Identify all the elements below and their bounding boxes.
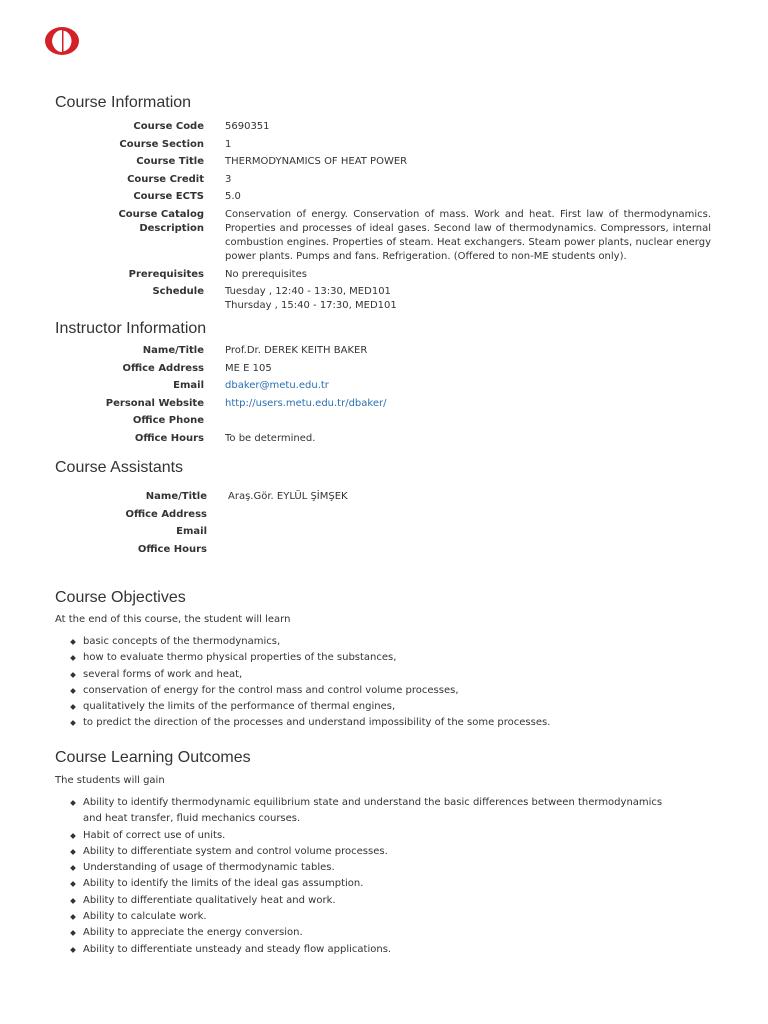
course-credit-row	[55, 173, 715, 187]
assistant-name-row	[55, 490, 715, 504]
list-item: Ability to calculate work.	[55, 909, 675, 925]
assistant-hours-row	[55, 543, 715, 557]
course-title-value: THERMODYNAMICS OF HEAT POWER	[225, 156, 408, 167]
course-ects-row	[55, 190, 715, 204]
objectives-list	[55, 634, 675, 732]
list-item: qualitatively the limits of the performance of thermal engines,	[55, 699, 675, 715]
course-credit-label: Course Credit	[127, 173, 204, 185]
course-code-label: Course Code	[133, 121, 204, 132]
assistant-hours-value	[228, 543, 714, 557]
course-assistants-heading: Course Assistants	[55, 459, 184, 476]
instructor-name-value: Prof.Dr. DEREK KEITH BAKER	[225, 345, 368, 356]
assistant-hours-label: Office Hours	[137, 543, 207, 555]
schedule-line: Tuesday , 12:40 - 13:30, MED101	[225, 286, 391, 298]
list-item: Habit of correct use of units.	[55, 828, 675, 844]
course-section-value: 1	[225, 138, 232, 150]
instructor-website-label: Personal Website	[105, 397, 204, 409]
outcomes-list	[55, 795, 675, 958]
assistant-email-row	[55, 525, 715, 539]
instructor-website-link[interactable]: http://users.metu.edu.tr/dbaker/	[225, 397, 387, 409]
instructor-hours-label: Office Hours	[134, 432, 204, 444]
assistant-email-value	[228, 525, 714, 539]
metu-logo-icon	[44, 26, 80, 56]
list-item: Ability to differentiate unsteady and steady flow applications.	[55, 942, 675, 958]
schedule-line: Thursday , 15:40 - 17:30, MED101	[225, 300, 397, 312]
instructor-email-link[interactable]: dbaker@metu.edu.tr	[225, 380, 329, 391]
assistant-name-label: Name/Title	[145, 491, 207, 502]
list-item: to predict the direction of the processes and understand impossibility of the some processes.	[55, 715, 675, 731]
schedule-label: Schedule	[152, 286, 204, 298]
course-code-row	[55, 120, 715, 134]
course-title-row	[55, 155, 715, 169]
schedule-row	[55, 285, 715, 313]
course-title-label: Course Title	[136, 156, 204, 167]
instructor-information-table	[55, 344, 715, 449]
course-information-heading: Course Information	[55, 94, 192, 111]
list-item: conservation of energy for the control mass and control volume processes,	[55, 683, 675, 699]
list-item: how to evaluate thermo physical properties of the substances,	[55, 650, 675, 666]
course-description-label: Course Catalog Description	[118, 208, 204, 234]
course-objectives-heading: Course Objectives	[55, 589, 186, 606]
instructor-office-value: ME E 105	[225, 362, 272, 374]
instructor-website-row	[55, 397, 715, 411]
instructor-name-row	[55, 344, 715, 358]
course-assistants-table	[55, 490, 715, 560]
course-section-row	[55, 138, 715, 152]
list-item: Understanding of usage of thermodynamic tables.	[55, 860, 675, 876]
list-item: Ability to appreciate the energy conversion.	[55, 925, 675, 941]
outcomes-intro: The students will gain	[55, 775, 165, 786]
course-section-label: Course Section	[119, 138, 204, 150]
list-item: Ability to identify the limits of the ideal gas assumption.	[55, 876, 675, 892]
learning-outcomes-heading: Course Learning Outcomes	[55, 749, 251, 766]
prerequisites-value: No prerequisites	[225, 268, 307, 280]
objectives-intro: At the end of this course, the student will learn	[55, 614, 291, 625]
list-item: several forms of work and heat,	[55, 667, 675, 683]
instructor-name-label: Name/Title	[142, 345, 204, 356]
instructor-office-label: Office Address	[122, 362, 204, 374]
instructor-office-row	[55, 362, 715, 376]
course-ects-label: Course ECTS	[133, 191, 204, 202]
course-information-table	[55, 120, 715, 317]
list-item: Ability to identify thermodynamic equilibrium state and understand the basic differences between thermodynamics and heat transfer, fluid mechanics courses.	[55, 795, 675, 828]
assistant-office-value	[228, 508, 714, 522]
instructor-information-heading: Instructor Information	[55, 320, 207, 337]
prerequisites-label: Prerequisites	[128, 268, 204, 280]
instructor-phone-label: Office Phone	[132, 415, 204, 426]
assistant-office-label: Office Address	[125, 508, 207, 520]
instructor-email-row	[55, 379, 715, 393]
schedule-value	[225, 285, 711, 313]
course-description-value: Conservation of energy. Conservation of mass. Work and heat. First law of thermodynamics. Properties and processes of ideal gases. Second law of thermodynamics. Compressors, internal combustion engines. Properties of steam. Heat exchangers. Steam power plants, nuclear energy power plants. Pumps and fans. Refrigeration. (Offered to non-ME students only).	[225, 208, 711, 263]
list-item: basic concepts of the thermodynamics,	[55, 634, 675, 650]
course-description-row	[55, 208, 715, 265]
list-item: Ability to differentiate system and control volume processes.	[55, 844, 675, 860]
assistant-name-value: Araş.Gör. EYLÜL ŞİMŞEK	[228, 491, 348, 502]
instructor-phone-value	[225, 414, 711, 428]
instructor-hours-row	[55, 432, 715, 446]
list-item: Ability to differentiate qualitatively heat and work.	[55, 893, 675, 909]
course-code-value: 5690351	[225, 121, 270, 132]
instructor-hours-value: To be determined.	[225, 432, 316, 444]
course-ects-value: 5.0	[225, 191, 241, 202]
instructor-phone-row	[55, 414, 715, 428]
course-credit-value: 3	[225, 173, 232, 185]
prerequisites-row	[55, 268, 715, 282]
assistant-email-label: Email	[176, 526, 207, 537]
assistant-office-row	[55, 508, 715, 522]
instructor-email-label: Email	[173, 380, 204, 391]
